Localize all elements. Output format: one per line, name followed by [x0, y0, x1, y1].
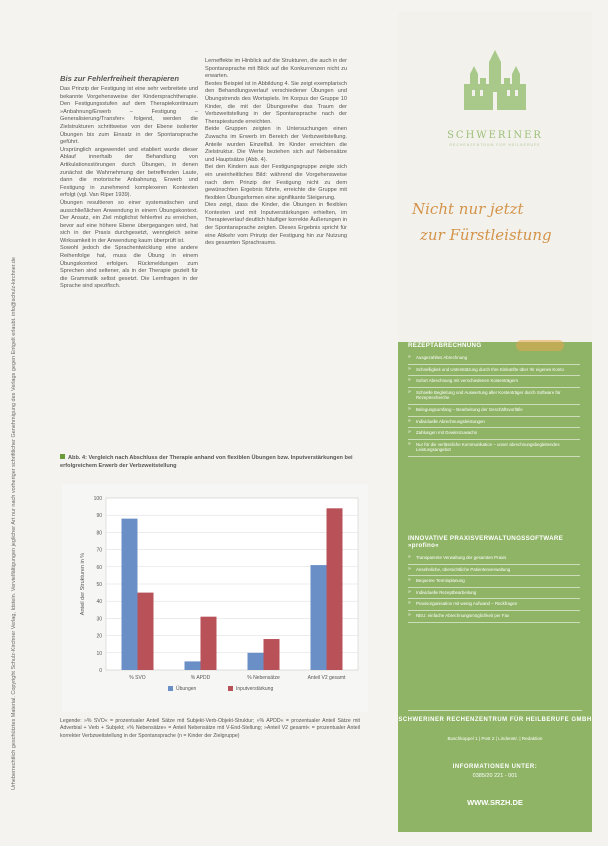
list-item: » Bequeme Terminplanung: [408, 576, 580, 588]
legend-label: Inputverstärkung: [236, 686, 274, 692]
y-tick-label: 50: [96, 582, 102, 588]
list-item: » Zahlungen mit Gewinnzuwachs: [408, 428, 580, 440]
bar-chart: [62, 484, 368, 712]
y-tick-label: 100: [93, 496, 102, 502]
figure-legend-note: Legende: »% SVO« = prozentualer Anteil Sätze mit Subjekt-Verb-Objekt-Struktur; »% APDD« = prozentualer Anteil Sätze mit Adverbial + Verb + Subjekt; »% Nebensätze« = Anteil Nebensätze mit V-End-Stellung; »Anteil V2 gesamt« = prozentualer Anteil korrekter Verbzweitstellung in der Spontansprache (n = Kinder der Zielgruppe): [60, 718, 360, 739]
bar-inputverstaerkung: [201, 617, 217, 670]
list-item: » Sofort Abrechnung mit verschiedenen Kostenträgern: [408, 376, 580, 388]
legend-label: Übungen: [176, 686, 197, 692]
legend-swatch: [168, 686, 173, 691]
list-item: » Individuelle Abrechnungsleistungen: [408, 417, 580, 429]
paragraph: Ursprünglich angewendet und etabliert wurde dieser Ablauf innerhalb der Behandlung von Artikulationsstörungen durch Übungen, in denen zunächst die Wahrnehmung der betreffenden Laute, dann die motorische Anbahnung, Erwerb und Festigung in zunehmend komplexeren Kontexten erfolgt (vgl. Van Riper 1939).: [60, 146, 198, 199]
legend-swatch: [228, 686, 233, 691]
paragraph: Das Prinzip der Festigung ist eine sehr verbreitete und bekannte Vorgehensweise der Kindersprachtherapie. Den Festigungsstufen auf dem Therapiekontinuum »Anbahnung/Erwerb – Festigung – Generalisierung/Transfer« folgend, werden die Zielstrukturen schrittweise von der Ebene isolierter Übungen bis zum Einsatz in der Spontansprache geführt.: [60, 86, 198, 146]
paragraph: Dies zeigt, dass die Kinder, die Übungen in flexiblen Kontexten und mit Inputverstärkungen erhielten, im Therapieverlauf deutlich häufiger korrekte Äußerungen in der Spontansprache zeigten. Dieses Ergebnis spricht für eine Abkehr vom Prinzip der Festigung hin zur Nutzung des gesamten Sprachraums.: [205, 202, 347, 247]
x-category-label: % SVO: [129, 675, 146, 681]
bar-inputverstaerkung: [327, 508, 343, 670]
footer-url-link[interactable]: WWW.SRZH.DE: [467, 798, 523, 807]
section-title: INNOVATIVE PRAXISVERWALTUNGSSOFTWARE »profino«: [408, 535, 564, 549]
x-category-label: % Nebensätze: [247, 675, 280, 681]
bar-inputverstaerkung: [264, 639, 280, 670]
paragraph: Sowohl jedoch die Sprachentwicklung eine andere Reihenfolge hat, muss die Übung in einem Übungskontext erfolgen. Rückmeldungen zum Sprechen sind seltener, als in der Therapie gezielt für die Grammatik selbst gesetzt. Die Lernfragen in der Sprache sind spezifisch.: [60, 245, 198, 290]
paragraph: Lerneffekte im Hinblick auf die Strukturen, die auch in der Spontansprache mit Blick auf die Konkurrenzen nicht zu erwarten.: [205, 58, 347, 80]
x-category-label: % APDD: [190, 675, 211, 681]
bar-uebungen: [122, 519, 138, 670]
paragraph: Bestes Beispiel ist in Abbildung 4. Sie zeigt exemplarisch den Behandlungsverlauf verschiedener Übungen und Übungstrends des Wortspiels. Im Korpus der Gruppe 10 Kinder, die mit der Übungsreihe das Traum der Verbzweitstellung in der Spontansprache nach der Therapiestunde erreichten.: [205, 80, 347, 125]
article-right-column: [205, 58, 347, 248]
footer-info-title: INFORMATIONEN UNTER:: [452, 764, 538, 770]
section-title: REZEPTABRECHNUNG: [408, 342, 482, 349]
handwriting-line-2: zur Fürstleistung: [420, 226, 552, 244]
list-item: » Praxisorganisation mit wenig Aufwand – Rückfragen: [408, 599, 580, 611]
paragraph: Übungen resultieren so einer systematischen und ausschließlichen Anwendung in einem Übungskontext. Der Ansatz, ein Ziel möglichst fehlerfrei zu erreichen, bevor auf eine höhere Ebene übergegangen wird, hat sich in der Praxis durchgesetzt, wenngleich seine Wirksamkeit in der Anwendung kaum überprüft ist.: [60, 199, 198, 244]
ad-sidebar: [398, 12, 592, 832]
paragraph: Bei den Kindern aus der Festigungsgruppe zeigte sich ein uneinheitliches Bild: während die Vorgehensweise nach dem Prinzip der Festigung nicht zu dem gewünschten Ergebnis führte, erreichte die Gruppe mit flexiblen Übungsformen eine signifikante Steigerung.: [205, 164, 347, 201]
list-item: » Ansehnliche, übersichtliche Patientenverwaltung: [408, 565, 580, 577]
list-item: » Nur für die verlässliche Kommunikation – unser abrechnungsbegleitendes Leistungsangebot: [408, 440, 580, 457]
figure-caption-text: Abb. 4: Vergleich nach Abschluss der Therapie anhand von flexiblen Übungen bzw. Inputverstärkungen bei erfolgreichem Erwerb der Verbzweitstellung: [60, 455, 353, 469]
section-list: [408, 553, 580, 623]
list-item: » Schnelligkeit und Unterstützung durch Ihre Einkünfte über Ihr eigenes Konto: [408, 365, 580, 377]
list-item: » Ausgezahltes Abrechnung: [408, 353, 580, 365]
section-rezeptabrechnung: [408, 342, 580, 457]
list-item: » Schnelle Begleitung und Auswertung aller Kostenträger durch Software für Rezeptrecherche: [408, 388, 580, 405]
footer-divider: [408, 710, 582, 711]
footer-company: SCHWERINER RECHENZENTRUM FÜR HEILBERUFE GMBH: [398, 717, 592, 723]
handwriting-line-1: Nicht nur jetzt: [412, 200, 524, 218]
footer-address: Buschkoppel 1 | Post 2 | Lindenstr. | Redaktion: [447, 736, 543, 741]
list-item: » Transparente Verwaltung der gesamten Praxis: [408, 553, 580, 565]
logo-wordmark: SCHWERINER: [447, 130, 543, 141]
y-tick-label: 40: [96, 599, 102, 606]
bar-inputverstaerkung: [138, 593, 154, 670]
list-item: » Belegungsumfang – Bearbeitung der Geschäftsvorfälle: [408, 405, 580, 417]
y-tick-label: 20: [96, 633, 102, 640]
article-heading: Bis zur Fehlerfreiheit therapieren: [60, 74, 180, 83]
list-item: » NEU: einfache Abrechnungsmöglichkeit per Fax: [408, 611, 580, 623]
footer-phone: 0385/20 221 - 001: [472, 773, 518, 779]
logo-subtitle: RECHENZENTRUM FÜR HEILBERUFE: [449, 143, 541, 147]
castle-logo-icon: [458, 50, 532, 114]
caption-marker-icon: [60, 454, 65, 459]
section-software: [408, 535, 580, 623]
logo-area: [398, 12, 592, 152]
y-tick-label: 90: [96, 513, 102, 520]
y-axis-label: Anteil der Strukturen in %: [80, 552, 86, 616]
y-tick-label: 0: [99, 668, 102, 674]
paragraph: Beide Gruppen zeigten in Untersuchungen einen Zuwachs im Erwerb im Bereich der Verbzweitstellung. Anteile wurden Einzelfall. Im Kinder erreichten die Zielstruktur. Die Werte beziehen sich auf Nebensätze und Hauptsätze (Abb. 4).: [205, 126, 347, 163]
y-tick-label: 30: [96, 616, 102, 623]
figure-caption: [60, 454, 355, 470]
bar-chart-svg: [62, 484, 368, 712]
list-item: » Individuelle Rezeptbearbeitung: [408, 588, 580, 600]
handwriting-area: [398, 152, 592, 342]
section-list: [408, 353, 580, 457]
bar-uebungen: [311, 565, 327, 670]
article-left-column: [60, 86, 198, 291]
y-tick-label: 10: [96, 650, 102, 657]
y-tick-label: 80: [96, 530, 102, 537]
handwritten-slogan: [408, 192, 578, 252]
margin-copyright-note: Urheberrechtlich geschütztes Material. Copyright Schulz-Kirchner Verlag, Idstein. Vervielfältigungen jeglicher Art nur nach vorheriger schriftlicher Genehmigung des Verlags gegen Entgelt erlaubt. info@schulz-kirchner.de: [11, 257, 17, 790]
bar-uebungen: [185, 661, 201, 670]
y-tick-label: 60: [96, 564, 102, 571]
y-tick-label: 70: [96, 547, 102, 554]
x-category-label: Anteil V2 gesamt: [307, 675, 346, 681]
bar-uebungen: [248, 653, 264, 670]
